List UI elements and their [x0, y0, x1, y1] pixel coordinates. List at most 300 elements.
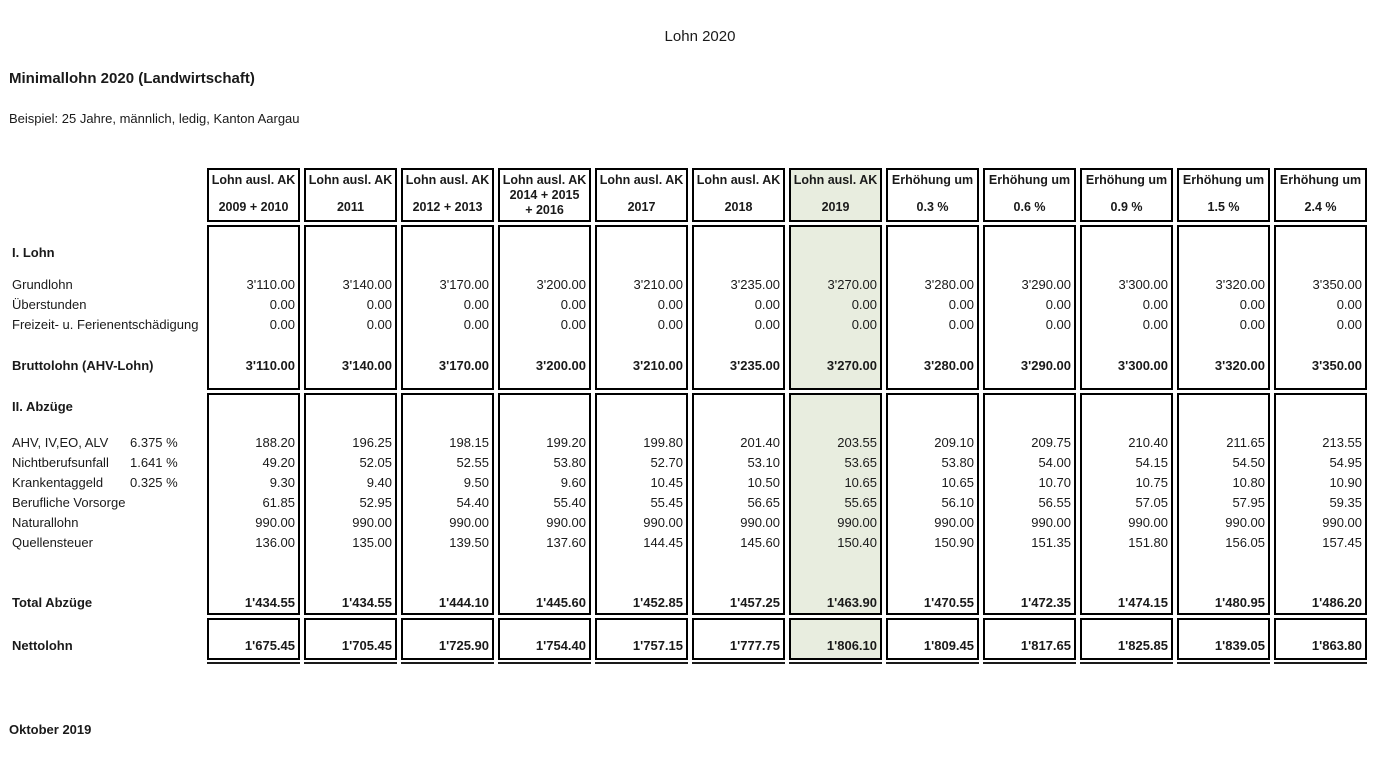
cell-nichtberufsunfall: 54.95	[1329, 455, 1362, 470]
spacer	[500, 243, 589, 263]
cell-freizeit: 0.00	[366, 317, 392, 332]
cell-total-abzuege: 1'480.95	[1214, 595, 1265, 610]
double-underline	[886, 662, 979, 664]
section-lohn-box	[886, 225, 979, 390]
spacer	[597, 243, 686, 263]
cell-bruttolohn: 3'270.00	[826, 358, 877, 373]
column-header-line: Erhöhung um	[1279, 173, 1362, 187]
nettolohn-box	[595, 618, 688, 660]
spacer	[597, 417, 686, 433]
cell-nichtberufsunfall: 53.80	[941, 455, 974, 470]
cell-naturallohn: 990.00	[740, 515, 780, 530]
cell-krankentaggeld: 9.50	[463, 475, 489, 490]
spacer	[1082, 263, 1171, 275]
nichtberufsunfall-rate: 1.641 %	[130, 455, 178, 470]
spacer	[1179, 263, 1268, 275]
cell-ueberstunden: 0.00	[948, 297, 974, 312]
section-abzuege-box	[983, 393, 1076, 615]
cell-ueberstunden: 0.00	[1336, 297, 1362, 312]
spacer	[888, 553, 977, 593]
cell-berufliche-vorsorge: 56.10	[941, 495, 974, 510]
cell-nichtberufsunfall: 54.00	[1038, 455, 1071, 470]
spacer	[791, 417, 880, 433]
column-header-line: 2018	[724, 200, 753, 214]
section-lohn-box	[304, 225, 397, 390]
cell-bruttolohn: 3'235.00	[729, 358, 780, 373]
cell-naturallohn: 990.00	[546, 515, 586, 530]
row-label-section2: II. Abzüge	[12, 399, 73, 414]
row-label-freizeit: Freizeit- u. Ferienentschädigung	[12, 317, 199, 332]
spacer	[403, 553, 492, 593]
spacer	[403, 417, 492, 433]
row-label-quellensteuer: Quellensteuer	[12, 535, 93, 550]
row-label-nettolohn: Nettolohn	[12, 638, 73, 653]
cell-krankentaggeld: 10.45	[650, 475, 683, 490]
data-column-5	[595, 168, 688, 664]
cell-grundlohn: 3'270.00	[827, 277, 877, 292]
cell-krankentaggeld: 10.65	[941, 475, 974, 490]
cell-krankentaggeld: 9.40	[366, 475, 392, 490]
double-underline	[789, 662, 882, 664]
document-heading: Minimallohn 2020 (Landwirtschaft)	[9, 70, 255, 87]
cell-ueberstunden: 0.00	[269, 297, 295, 312]
cell-krankentaggeld: 10.80	[1232, 475, 1265, 490]
data-column-1	[207, 168, 300, 664]
cell-nettolohn: 1'863.80	[1311, 638, 1362, 653]
cell-bruttolohn: 3'350.00	[1311, 358, 1362, 373]
cell-grundlohn: 3'200.00	[536, 277, 586, 292]
spacer	[500, 397, 589, 417]
section-lohn-box	[595, 225, 688, 390]
spacer	[403, 335, 492, 356]
spacer	[1082, 243, 1171, 263]
cell-grundlohn: 3'350.00	[1312, 277, 1362, 292]
cell-nichtberufsunfall: 49.20	[262, 455, 295, 470]
cell-ueberstunden: 0.00	[366, 297, 392, 312]
column-header	[983, 168, 1076, 222]
cell-grundlohn: 3'280.00	[924, 277, 974, 292]
data-column-8	[886, 168, 979, 664]
spacer	[597, 397, 686, 417]
cell-berufliche-vorsorge: 57.05	[1135, 495, 1168, 510]
cell-quellensteuer: 145.60	[740, 535, 780, 550]
spacer	[985, 417, 1074, 433]
double-underline	[401, 662, 494, 664]
cell-bruttolohn: 3'210.00	[632, 358, 683, 373]
column-header-line: Lohn ausl. AK	[308, 173, 393, 187]
section-lohn-box	[1080, 225, 1173, 390]
nettolohn-box	[983, 618, 1076, 660]
spacer	[209, 335, 298, 356]
cell-berufliche-vorsorge: 55.40	[553, 495, 586, 510]
double-underline	[304, 662, 397, 664]
spacer	[985, 397, 1074, 417]
document-subtitle: Beispiel: 25 Jahre, männlich, ledig, Kanton Aargau	[9, 111, 300, 126]
section-lohn-box	[1274, 225, 1367, 390]
column-header-line: 2019	[821, 200, 850, 214]
cell-freizeit: 0.00	[269, 317, 295, 332]
spacer	[791, 553, 880, 593]
cell-nichtberufsunfall: 53.10	[747, 455, 780, 470]
double-underline	[983, 662, 1076, 664]
spacer	[1276, 553, 1365, 593]
nettolohn-box	[886, 618, 979, 660]
cell-nettolohn: 1'754.40	[535, 638, 586, 653]
cell-berufliche-vorsorge: 59.35	[1329, 495, 1362, 510]
cell-naturallohn: 990.00	[643, 515, 683, 530]
cell-total-abzuege: 1'463.90	[826, 595, 877, 610]
spacer	[985, 263, 1074, 275]
cell-berufliche-vorsorge: 61.85	[262, 495, 295, 510]
cell-nettolohn: 1'817.65	[1020, 638, 1071, 653]
cell-nichtberufsunfall: 52.55	[456, 455, 489, 470]
spacer	[694, 243, 783, 263]
column-header-line: 2017	[627, 200, 656, 214]
spacer	[209, 263, 298, 275]
cell-nichtberufsunfall: 52.05	[359, 455, 392, 470]
cell-naturallohn: 990.00	[1031, 515, 1071, 530]
section-lohn-box	[207, 225, 300, 390]
section-abzuege-box	[207, 393, 300, 615]
spacer	[500, 417, 589, 433]
cell-ahv: 198.15	[449, 435, 489, 450]
column-header-line: Lohn ausl. AK	[599, 173, 684, 187]
cell-ueberstunden: 0.00	[1045, 297, 1071, 312]
cell-ahv: 196.25	[352, 435, 392, 450]
cell-ahv: 199.20	[546, 435, 586, 450]
spacer	[306, 553, 395, 593]
cell-naturallohn: 990.00	[449, 515, 489, 530]
spacer	[403, 243, 492, 263]
cell-freizeit: 0.00	[1239, 317, 1265, 332]
cell-ueberstunden: 0.00	[657, 297, 683, 312]
nettolohn-box	[692, 618, 785, 660]
section-lohn-box	[983, 225, 1076, 390]
nettolohn-box	[304, 618, 397, 660]
column-header	[401, 168, 494, 222]
cell-krankentaggeld: 10.70	[1038, 475, 1071, 490]
cell-nettolohn: 1'806.10	[826, 638, 877, 653]
cell-berufliche-vorsorge: 56.55	[1038, 495, 1071, 510]
row-label-berufliche-vorsorge: Berufliche Vorsorge	[12, 495, 126, 510]
double-underline	[498, 662, 591, 664]
data-column-11	[1177, 168, 1270, 664]
cell-bruttolohn: 3'280.00	[923, 358, 974, 373]
spacer	[209, 397, 298, 417]
data-column-10	[1080, 168, 1173, 664]
cell-ahv: 213.55	[1322, 435, 1362, 450]
cell-total-abzuege: 1'444.10	[438, 595, 489, 610]
cell-total-abzuege: 1'457.25	[729, 595, 780, 610]
nettolohn-box	[1177, 618, 1270, 660]
column-header-line: 2.4 %	[1304, 200, 1337, 214]
column-header-line: 0.9 %	[1110, 200, 1143, 214]
krankentaggeld-rate: 0.325 %	[130, 475, 178, 490]
cell-nettolohn: 1'839.05	[1214, 638, 1265, 653]
cell-freizeit: 0.00	[657, 317, 683, 332]
spacer	[694, 397, 783, 417]
row-label-nichtberufsunfall: Nichtberufsunfall 1.641 %	[10, 453, 201, 473]
spacer	[985, 335, 1074, 356]
cell-nichtberufsunfall: 53.65	[844, 455, 877, 470]
cell-freizeit: 0.00	[463, 317, 489, 332]
section-abzuege-box	[692, 393, 785, 615]
cell-bruttolohn: 3'290.00	[1020, 358, 1071, 373]
spacer	[597, 263, 686, 275]
spacer	[888, 243, 977, 263]
row-label-naturallohn: Naturallohn	[12, 515, 79, 530]
footer-date: Oktober 2019	[9, 722, 92, 737]
cell-berufliche-vorsorge: 54.40	[456, 495, 489, 510]
spacer	[597, 335, 686, 356]
wage-table	[8, 168, 1367, 664]
cell-freizeit: 0.00	[1045, 317, 1071, 332]
cell-freizeit: 0.00	[754, 317, 780, 332]
spacer	[1276, 397, 1365, 417]
cell-bruttolohn: 3'200.00	[535, 358, 586, 373]
spacer	[1179, 553, 1268, 593]
cell-quellensteuer: 136.00	[255, 535, 295, 550]
page-title: Lohn 2020	[664, 28, 736, 45]
cell-nichtberufsunfall: 53.80	[553, 455, 586, 470]
section-abzuege-box	[595, 393, 688, 615]
cell-quellensteuer: 157.45	[1322, 535, 1362, 550]
spacer	[694, 335, 783, 356]
cell-nichtberufsunfall: 52.70	[650, 455, 683, 470]
spacer	[1276, 417, 1365, 433]
spacer	[403, 397, 492, 417]
column-header	[304, 168, 397, 222]
cell-naturallohn: 990.00	[1225, 515, 1265, 530]
spacer	[985, 243, 1074, 263]
data-column-6	[692, 168, 785, 664]
cell-naturallohn: 990.00	[837, 515, 877, 530]
spacer	[791, 397, 880, 417]
row-label-krankentaggeld: Krankentaggeld 0.325 %	[10, 473, 201, 493]
nettolohn-box	[1080, 618, 1173, 660]
column-header	[595, 168, 688, 222]
cell-ueberstunden: 0.00	[1239, 297, 1265, 312]
spacer	[791, 335, 880, 356]
spacer	[306, 335, 395, 356]
cell-ahv: 201.40	[740, 435, 780, 450]
cell-krankentaggeld: 10.90	[1329, 475, 1362, 490]
spacer	[500, 553, 589, 593]
spacer	[500, 263, 589, 275]
data-column-12	[1274, 168, 1367, 664]
cell-grundlohn: 3'300.00	[1118, 277, 1168, 292]
cell-grundlohn: 3'140.00	[342, 277, 392, 292]
cell-nettolohn: 1'777.75	[729, 638, 780, 653]
column-header-line: Lohn ausl. AK	[696, 173, 781, 187]
nettolohn-box	[401, 618, 494, 660]
data-column-9	[983, 168, 1076, 664]
cell-total-abzuege: 1'486.20	[1311, 595, 1362, 610]
spacer	[888, 397, 977, 417]
cell-grundlohn: 3'320.00	[1215, 277, 1265, 292]
row-label-bruttolohn: Bruttolohn (AHV-Lohn)	[12, 358, 154, 373]
spacer	[209, 243, 298, 263]
column-header-line: 2011	[336, 200, 365, 214]
spacer	[1179, 335, 1268, 356]
column-header-line: 2012 + 2013	[412, 200, 483, 214]
section-lohn-box	[498, 225, 591, 390]
cell-quellensteuer: 144.45	[643, 535, 683, 550]
cell-ahv: 188.20	[255, 435, 295, 450]
ahv-rate: 6.375 %	[130, 435, 178, 450]
section-abzuege-box	[304, 393, 397, 615]
cell-krankentaggeld: 9.60	[560, 475, 586, 490]
column-header	[789, 168, 882, 222]
cell-quellensteuer: 156.05	[1225, 535, 1265, 550]
section-lohn-box	[692, 225, 785, 390]
section-abzuege-box	[498, 393, 591, 615]
cell-naturallohn: 990.00	[1322, 515, 1362, 530]
section-abzuege-box	[1274, 393, 1367, 615]
cell-ueberstunden: 0.00	[754, 297, 780, 312]
cell-freizeit: 0.00	[948, 317, 974, 332]
cell-ahv: 209.10	[934, 435, 974, 450]
cell-berufliche-vorsorge: 52.95	[359, 495, 392, 510]
cell-naturallohn: 990.00	[934, 515, 974, 530]
cell-total-abzuege: 1'474.15	[1117, 595, 1168, 610]
cell-ueberstunden: 0.00	[851, 297, 877, 312]
spacer	[209, 553, 298, 593]
nettolohn-box	[498, 618, 591, 660]
cell-ueberstunden: 0.00	[463, 297, 489, 312]
cell-berufliche-vorsorge: 56.65	[747, 495, 780, 510]
cell-grundlohn: 3'110.00	[246, 277, 295, 292]
cell-naturallohn: 990.00	[255, 515, 295, 530]
section-lohn-box	[789, 225, 882, 390]
cell-berufliche-vorsorge: 57.95	[1232, 495, 1265, 510]
spacer	[306, 417, 395, 433]
cell-ahv: 211.65	[1226, 435, 1265, 450]
cell-freizeit: 0.00	[560, 317, 586, 332]
cell-freizeit: 0.00	[1142, 317, 1168, 332]
row-label-total-abzuege: Total Abzüge	[12, 595, 93, 610]
cell-naturallohn: 990.00	[1128, 515, 1168, 530]
spacer	[500, 335, 589, 356]
cell-total-abzuege: 1'434.55	[244, 595, 295, 610]
spacer	[1276, 263, 1365, 275]
cell-nettolohn: 1'825.85	[1117, 638, 1168, 653]
cell-total-abzuege: 1'434.55	[341, 595, 392, 610]
column-header	[1274, 168, 1367, 222]
spacer	[597, 553, 686, 593]
cell-freizeit: 0.00	[851, 317, 877, 332]
spacer	[1179, 417, 1268, 433]
column-header-line: 0.3 %	[916, 200, 949, 214]
spacer	[888, 417, 977, 433]
data-column-2	[304, 168, 397, 664]
cell-grundlohn: 3'290.00	[1021, 277, 1071, 292]
cell-bruttolohn: 3'300.00	[1117, 358, 1168, 373]
row-label-ahv: AHV, IV,EO, ALV 6.375 %	[10, 433, 201, 453]
spacer	[1179, 397, 1268, 417]
data-column-3	[401, 168, 494, 664]
cell-nettolohn: 1'705.45	[341, 638, 392, 653]
spacer	[403, 263, 492, 275]
cell-berufliche-vorsorge: 55.45	[650, 495, 683, 510]
cell-quellensteuer: 135.00	[352, 535, 392, 550]
data-column-7	[789, 168, 882, 664]
cell-nettolohn: 1'675.45	[244, 638, 295, 653]
cell-ueberstunden: 0.00	[1142, 297, 1168, 312]
column-header-line: Lohn ausl. AK	[502, 173, 587, 187]
section-abzuege-box	[886, 393, 979, 615]
cell-nichtberufsunfall: 54.50	[1232, 455, 1265, 470]
section-abzuege-box	[789, 393, 882, 615]
column-header	[207, 168, 300, 222]
cell-quellensteuer: 139.50	[449, 535, 489, 550]
column-header-line: Erhöhung um	[891, 173, 974, 187]
cell-quellensteuer: 150.90	[934, 535, 974, 550]
cell-total-abzuege: 1'445.60	[535, 595, 586, 610]
cell-nettolohn: 1'725.90	[438, 638, 489, 653]
column-header-line: Erhöhung um	[1182, 173, 1265, 187]
column-header-line: Lohn ausl. AK	[405, 173, 490, 187]
cell-naturallohn: 990.00	[352, 515, 392, 530]
spacer	[209, 417, 298, 433]
column-header	[886, 168, 979, 222]
spacer	[888, 335, 977, 356]
column-header-line: Lohn ausl. AK	[793, 173, 878, 187]
cell-bruttolohn: 3'170.00	[438, 358, 489, 373]
cell-nichtberufsunfall: 54.15	[1135, 455, 1168, 470]
spacer	[1082, 397, 1171, 417]
column-header-line: Erhöhung um	[1085, 173, 1168, 187]
cell-bruttolohn: 3'320.00	[1214, 358, 1265, 373]
spacer	[694, 417, 783, 433]
double-underline	[1177, 662, 1270, 664]
data-column-4	[498, 168, 591, 664]
double-underline	[1274, 662, 1367, 664]
double-underline	[207, 662, 300, 664]
spacer	[306, 397, 395, 417]
double-underline	[595, 662, 688, 664]
cell-nettolohn: 1'809.45	[923, 638, 974, 653]
section-lohn-box	[1177, 225, 1270, 390]
cell-ahv: 209.75	[1031, 435, 1071, 450]
row-labels-header-spacer	[8, 168, 203, 222]
section-abzuege-box	[1177, 393, 1270, 615]
spacer	[694, 263, 783, 275]
cell-quellensteuer: 151.80	[1128, 535, 1168, 550]
nettolohn-box	[789, 618, 882, 660]
cell-grundlohn: 3'170.00	[439, 277, 489, 292]
cell-nettolohn: 1'757.15	[632, 638, 683, 653]
cell-krankentaggeld: 10.75	[1135, 475, 1168, 490]
cell-krankentaggeld: 10.65	[844, 475, 877, 490]
spacer	[985, 553, 1074, 593]
cell-berufliche-vorsorge: 55.65	[844, 495, 877, 510]
row-label-ueberstunden: Überstunden	[12, 297, 87, 312]
spacer	[694, 553, 783, 593]
column-header-line: Lohn ausl. AK	[211, 173, 296, 187]
spacer	[1276, 243, 1365, 263]
row-labels-column	[8, 168, 203, 664]
column-header	[692, 168, 785, 222]
cell-ueberstunden: 0.00	[560, 297, 586, 312]
section-lohn-box	[401, 225, 494, 390]
cell-total-abzuege: 1'452.85	[632, 595, 683, 610]
spacer	[791, 243, 880, 263]
spacer	[1276, 335, 1365, 356]
cell-quellensteuer: 150.40	[837, 535, 877, 550]
cell-krankentaggeld: 10.50	[747, 475, 780, 490]
cell-ahv: 210.40	[1128, 435, 1168, 450]
